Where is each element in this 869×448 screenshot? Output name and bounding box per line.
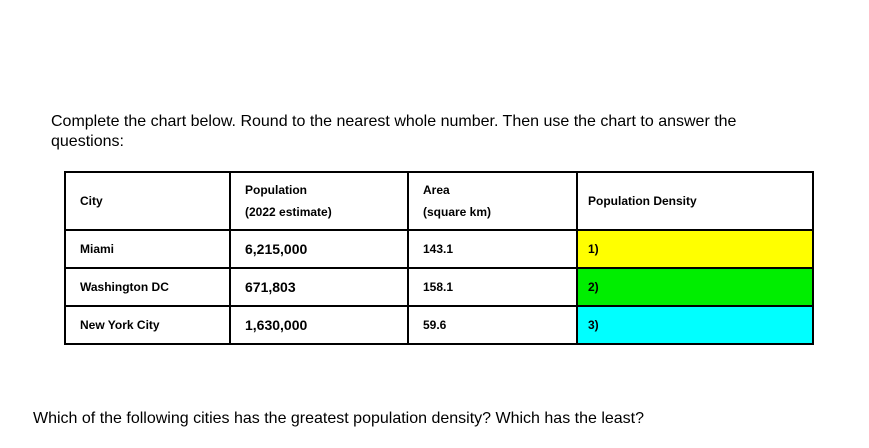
area-cell: 158.1 xyxy=(408,268,577,306)
table-row xyxy=(65,306,813,344)
density-answer-cell[interactable]: 3) xyxy=(577,306,813,344)
city-cell: New York City xyxy=(65,306,230,344)
density-answer-cell[interactable]: 1) xyxy=(577,230,813,268)
population-cell: 671,803 xyxy=(230,268,408,306)
header-city: City xyxy=(65,172,230,230)
table-row xyxy=(65,268,813,306)
city-cell: Washington DC xyxy=(65,268,230,306)
population-cell: 1,630,000 xyxy=(230,306,408,344)
city-cell: Miami xyxy=(65,230,230,268)
header-density: Population Density xyxy=(577,172,813,230)
density-answer-cell[interactable]: 2) xyxy=(577,268,813,306)
area-cell: 143.1 xyxy=(408,230,577,268)
table-header-row xyxy=(65,172,813,230)
table-row xyxy=(65,230,813,268)
header-area-label: Area xyxy=(423,183,450,197)
header-area xyxy=(408,172,577,230)
header-population-note: (2022 estimate) xyxy=(245,205,332,219)
header-population-label: Population xyxy=(245,183,307,197)
population-table xyxy=(64,171,814,345)
header-area-unit: (square km) xyxy=(423,205,492,219)
instructions-text: Complete the chart below. Round to the nearest whole number. Then use the chart to answer the questions: xyxy=(51,113,737,150)
population-cell: 6,215,000 xyxy=(230,230,408,268)
area-cell: 59.6 xyxy=(408,306,577,344)
question-text: Which of the following cities has the greatest population density? Which has the least? xyxy=(33,410,645,427)
header-population xyxy=(230,172,408,230)
